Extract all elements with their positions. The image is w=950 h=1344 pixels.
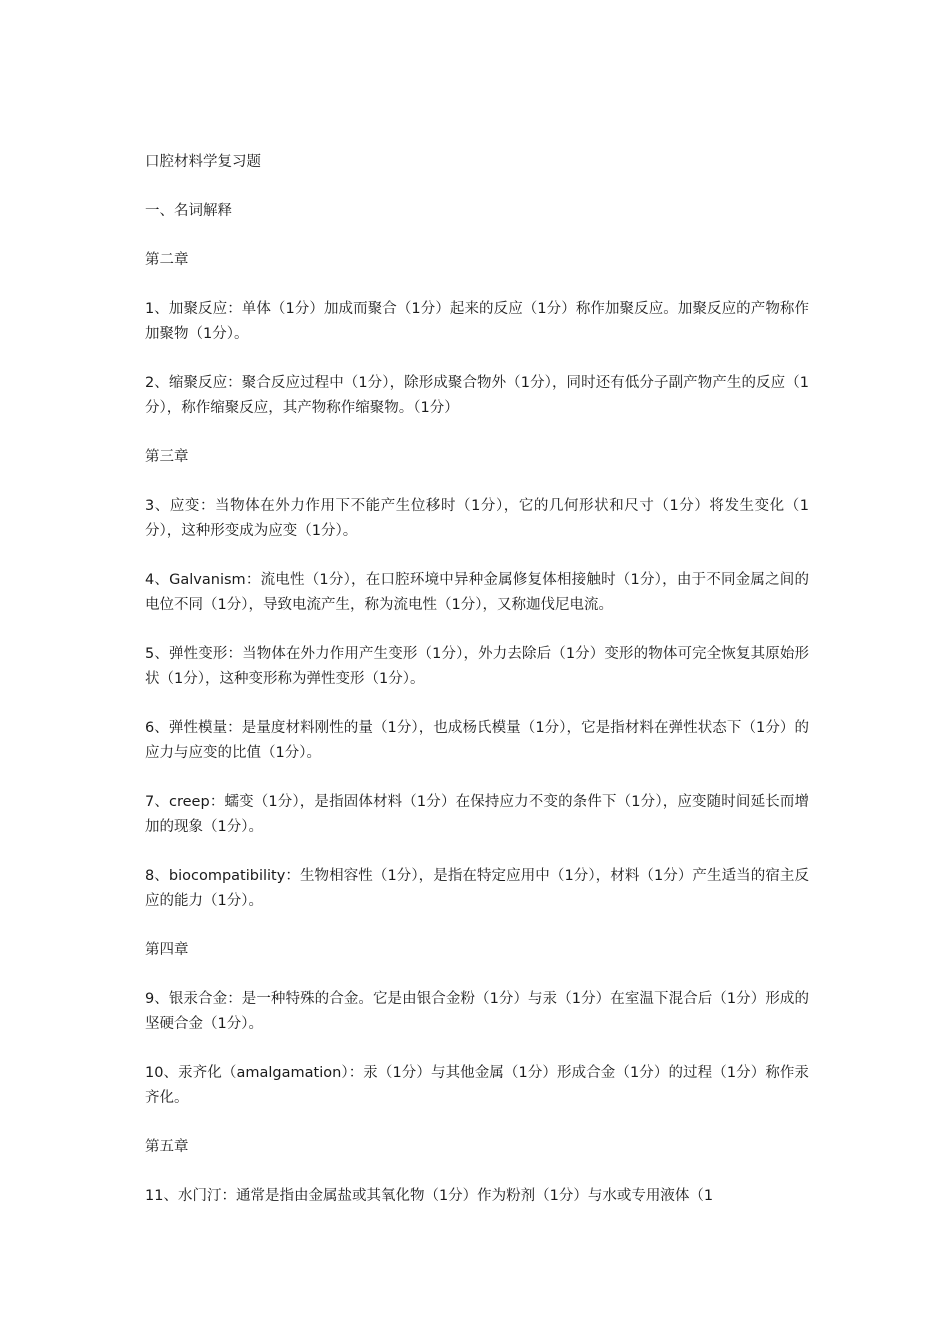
term-paragraph: 3、应变：当物体在外力作用下不能产生位移时（1分），它的几何形状和尺寸（1分）将发生变化（1分），这种形变成为应变（1分）。 <box>145 498 809 539</box>
term-paragraph: 10、汞齐化（amalgamation）：汞（1分）与其他金属（1分）形成合金（1分）的过程（1分）称作汞齐化。 <box>145 1065 809 1106</box>
term-paragraph: 2、缩聚反应：聚合反应过程中（1分），除形成聚合物外（1分），同时还有低分子副产物产生的反应（1分），称作缩聚反应，其产物称作缩聚物。（1分） <box>145 375 809 416</box>
term-paragraph: 8、biocompatibility：生物相容性（1分），是指在特定应用中（1分），材料（1分）产生适当的宿主反应的能力（1分）。 <box>145 868 809 909</box>
term-paragraph: 11、水门汀：通常是指由金属盐或其氧化物（1分）作为粉剂（1分）与水或专用液体（1 <box>145 1188 714 1204</box>
chapter-heading: 第五章 <box>145 1139 189 1155</box>
term-paragraph: 1、加聚反应：单体（1分）加成而聚合（1分）起来的反应（1分）称作加聚反应。加聚反应的产物称作加聚物（1分）。 <box>145 301 809 342</box>
chapter-heading: 第二章 <box>145 252 189 268</box>
section-heading: 一、名词解释 <box>145 203 232 219</box>
term-paragraph: 7、creep：蠕变（1分），是指固体材料（1分）在保持应力不变的条件下（1分），应变随时间延长而增加的现象（1分）。 <box>145 794 809 835</box>
document-page <box>145 150 809 1233</box>
term-paragraph: 5、弹性变形：当物体在外力作用产生变形（1分），外力去除后（1分）变形的物体可完全恢复其原始形状（1分），这种变形称为弹性变形（1分）。 <box>145 646 809 687</box>
term-paragraph: 9、银汞合金：是一种特殊的合金。它是由银合金粉（1分）与汞（1分）在室温下混合后（1分）形成的坚硬合金（1分）。 <box>145 991 809 1032</box>
term-paragraph: 4、Galvanism：流电性（1分），在口腔环境中异种金属修复体相接触时（1分），由于不同金属之间的电位不同（1分），导致电流产生，称为流电性（1分），又称迦伐尼电流。 <box>145 572 809 613</box>
chapter-heading: 第三章 <box>145 449 189 465</box>
document-title: 口腔材料学复习题 <box>145 154 261 170</box>
chapter-heading: 第四章 <box>145 942 189 958</box>
term-paragraph: 6、弹性模量：是量度材料刚性的量（1分），也成杨氏模量（1分），它是指材料在弹性状态下（1分）的应力与应变的比值（1分）。 <box>145 720 809 761</box>
